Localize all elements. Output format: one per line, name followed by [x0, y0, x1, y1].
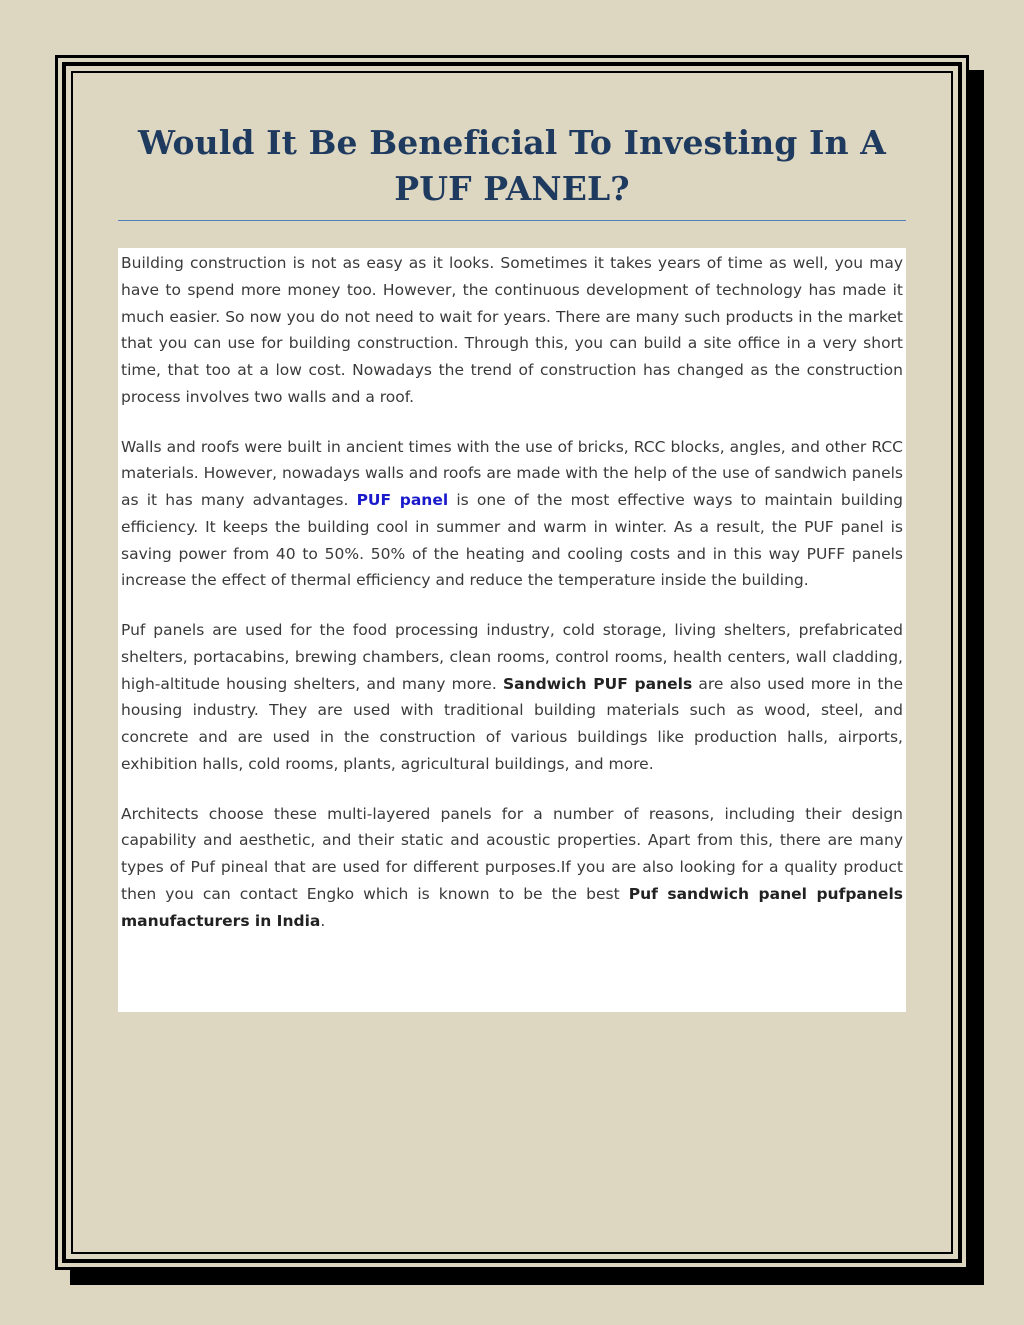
paragraph-uses — [121, 617, 903, 778]
paragraph-uses-text-2: are also used more in the housing industry. They are used with traditional building materials such as wood, steel, and concrete and are used in the construction of various buildings like production halls, airports, exhibition halls, cold rooms, plants, agricultural buildings, and more. — [121, 674, 903, 773]
paragraph-intro — [121, 250, 903, 411]
puf-panel-link[interactable]: PUF panel — [356, 491, 449, 509]
page-title: Would It Be Beneficial To Investing In A PUF PANEL? — [138, 123, 886, 208]
paragraph-uses-text-1: Puf panels are used for the food processing industry, cold storage, living shelters, prefabricated shelters, portacabins, brewing chambers, clean rooms, control rooms, health centers, wall cladding, high-altitude housing shelters, and many more. — [121, 621, 903, 693]
paragraph-architects — [121, 801, 903, 935]
paragraph-walls-roofs — [121, 434, 903, 595]
manufacturers-bold: Puf sandwich panel pufpanels manufacturers in India — [121, 884, 903, 930]
paragraph-walls-text-1: Walls and roofs were built in ancient times with the use of bricks, RCC blocks, angles, and other RCC materials. However, nowadays walls and roofs are made with the help of the use of sandwich panels as it has many advantages. — [121, 437, 903, 509]
title-underline — [118, 220, 906, 221]
sandwich-puf-panels-bold: Sandwich PUF panels — [502, 674, 693, 693]
article-body — [118, 248, 906, 1012]
paragraph-architects-text: Architects choose these multi-layered panels for a number of reasons, including their design capability and aesthetic, and their static and acoustic properties. Apart from this, there are many types of Puf pineal that are used for different purposes.If you are also looking for a quality product then you can contact Engko which is known to be the best — [121, 804, 903, 903]
paragraph-end-period: . — [320, 911, 326, 930]
paragraph-intro-text: Building construction is not as easy as it looks. Sometimes it takes years of time as well, you may have to spend more money too. However, the continuous development of technology has made it much easier. So now you do not need to wait for years. There are many such products in the market that you can use for building construction. Through this, you can build a site office in a very short time, that too at a low cost. Nowadays the trend of construction has changed as the construction process involves two walls and a roof. — [121, 254, 903, 406]
paragraph-walls-text-2: is one of the most effective ways to maintain building efficiency. It keeps the building cool in summer and warm in winter. As a result, the PUF panel is saving power from 40 to 50%. 50% of the heating and cooling costs and in this way PUFF panels increase the effect of thermal efficiency and reduce the temperature inside the building. — [121, 491, 903, 590]
